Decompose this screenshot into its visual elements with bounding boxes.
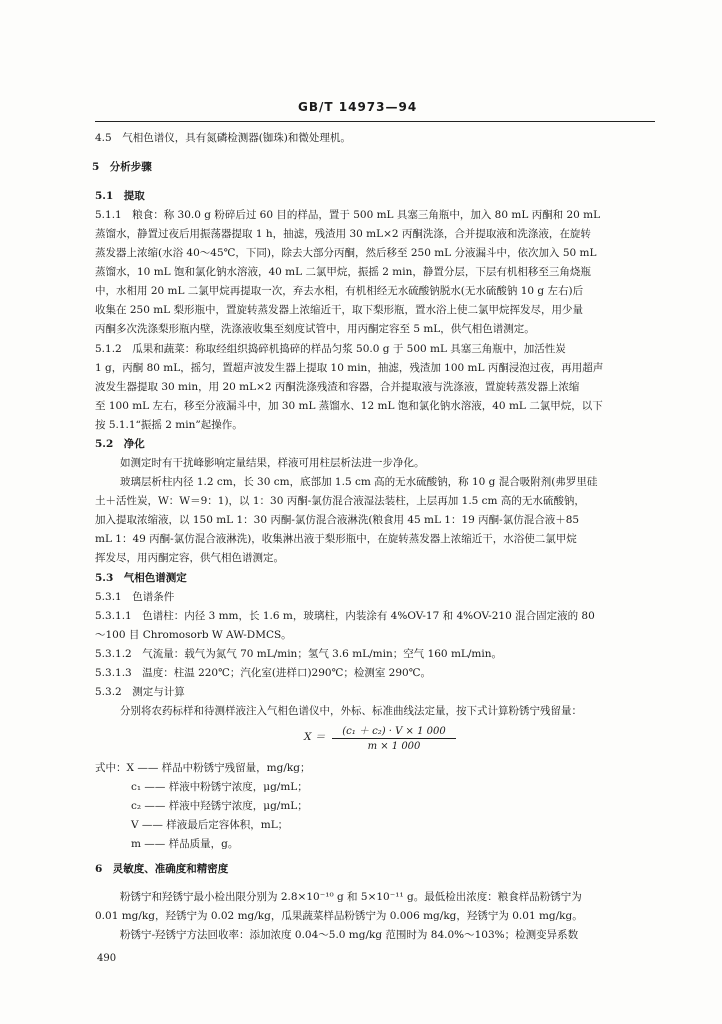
clause-5-3-1-3: 5.3.1.3 温度：柱温 220℃；汽化室(进样口)290℃；检测室 290℃。 — [95, 667, 431, 679]
para-5-2-line: mL 1：49 丙酮-氯仿混合液淋洗)，收集淋出液于梨形瓶中，在旋转蒸发器上浓缩近干，水浴使二氯甲烷 — [95, 533, 577, 545]
section-5-heading: 5 分析步骤 — [92, 161, 152, 173]
para-5-1-1-line: 蒸馏水，静置过夜后用振荡器提取 1 h，抽滤，残渣用 30 mL×2 丙酮洗涤，合并提取液和洗涤液，在旋转 — [95, 228, 591, 240]
para-5-1-1-line: 蒸发器上浓缩(水浴 40～45℃，下同)，除去大部分丙酮，然后移至 250 mL 分液漏斗中，依次加入 50 mL — [95, 247, 597, 259]
formula-numerator: (c₁ ＋ c₂) · V × 1 000 — [342, 726, 446, 737]
formula-variable-definition: c₂ —— 样液中羟锈宁浓度，μg/mL； — [131, 800, 308, 812]
formula-fraction-bar — [332, 738, 456, 739]
para-5-2-line: 如测定时有干扰峰影响定量结果，样液可用柱层析法进一步净化。 — [120, 457, 425, 469]
para-5-1-1-line: 蒸馏水，10 mL 饱和氯化钠水溶液，40 mL 二氯甲烷，振摇 2 min，静置分层，下层有机相移至三角烧瓶 — [95, 266, 591, 278]
clause-5-3-1-1-line: 5.3.1.1 色谱柱：内径 3 mm，长 1.6 m，玻璃柱，内装涂有 4%OV-17 和 4%OV-210 混合固定液的 80 — [95, 610, 595, 622]
para-5-3-2: 分别将农药标样和待测样液注入气相色谱仪中，外标、标准曲线法定量，按下式计算粉锈宁残留量： — [120, 705, 582, 717]
para-5-1-2-line: 1 g，丙酮 80 mL，摇匀，置超声波发生器上提取 10 min，抽滤，残渣加 100 mL 丙酮浸泡过夜，再用超声 — [95, 362, 604, 374]
standard-code-header: GB/T 14973—94 — [298, 100, 418, 114]
para-5-2-line: 加入提取浓缩液，以 150 mL 1：30 丙酮-氯仿混合液淋洗(粮食用 45 mL 1：19 丙酮-氯仿混合液＋85 — [95, 514, 580, 526]
para-5-1-1-line: 5.1.1 粮食：称 30.0 g 粉碎后过 60 目的样品，置于 500 mL 具塞三角瓶中，加入 80 mL 丙酮和 20 mL — [95, 209, 601, 221]
para-5-1-2-line: 按 5.1.1“振摇 2 min”起操作。 — [95, 419, 243, 431]
formula-variable-definition: 式中：X —— 样品中粉锈宁残留量，mg/kg； — [95, 762, 311, 774]
section-5-3-2-heading: 5.3.2 测定与计算 — [95, 686, 185, 698]
formula-variable-definition: V —— 样液最后定容体积，mL； — [131, 819, 289, 831]
para-5-1-1-line: 收集在 250 mL 梨形瓶中，置旋转蒸发器上浓缩近干，取下梨形瓶，置水浴上使二氯甲烷挥发尽，用少量 — [95, 304, 583, 316]
page-number: 490 — [97, 953, 117, 964]
para-6-line: 0.01 mg/kg，羟锈宁为 0.02 mg/kg，瓜果蔬菜样品粉锈宁为 0.006 mg/kg，羟锈宁为 0.01 mg/kg。 — [95, 910, 583, 922]
para-5-1-2-line: 5.1.2 瓜果和蔬菜：称取经组织捣碎机捣碎的样品匀浆 50.0 g 于 500 mL 具塞三角瓶中，加活性炭 — [95, 343, 566, 355]
section-6-heading: 6 灵敏度、准确度和精密度 — [95, 863, 229, 875]
section-5-1-heading: 5.1 提取 — [95, 190, 145, 202]
para-5-2-line: 玻璃层析柱内径 1.2 cm，长 30 cm，底部加 1.5 cm 高的无水硫酸钠，称 10 g 混合吸附剂(弗罗里硅 — [120, 476, 598, 488]
para-5-1-1-line: 丙酮多次洗涤梨形瓶内壁，洗涤液收集至刻度试管中，用丙酮定容至 5 mL，供气相色谱测定。 — [95, 323, 535, 335]
para-5-1-1-line: 中，水相用 20 mL 二氯甲烷再提取一次，弃去水相，有机相经无水硫酸钠脱水(无水硫酸钠 10 g 左右)后 — [95, 285, 584, 297]
para-5-2-line: 挥发尽，用丙酮定容，供气相色谱测定。 — [95, 552, 284, 564]
clause-4-5: 4.5 气相色谱仪，具有氮磷检测器(铷珠)和微处理机。 — [95, 132, 351, 144]
formula-lhs: X ＝ — [304, 731, 326, 743]
section-5-3-1-heading: 5.3.1 色谱条件 — [95, 591, 175, 603]
para-5-2-line: 土＋活性炭，W：W＝9：1)，以 1：30 丙酮-氯仿混合液湿法装柱，上层再加 1.5 cm 高的无水硫酸钠， — [95, 495, 585, 507]
formula-denominator: m × 1 000 — [367, 741, 421, 752]
para-5-1-2-line: 波发生器提取 30 min，用 20 mL×2 丙酮洗涤残渣和容器，合并提取液与洗涤液，置旋转蒸发器上浓缩 — [95, 381, 580, 393]
para-5-1-2-line: 至 100 mL 左右，移至分液漏斗中，加 30 mL 蒸馏水、12 mL 饱和氯化钠水溶液，40 mL 二氯甲烷，以下 — [95, 400, 603, 412]
para-6-line: 粉锈宁-羟锈宁方法回收率：添加浓度 0.04～5.0 mg/kg 范围时为 84.0%～103%；检测变异系数 — [120, 929, 579, 941]
clause-5-3-1-2: 5.3.1.2 气流量：载气为氮气 70 mL/min；氢气 3.6 mL/min；空气 160 mL/min。 — [95, 648, 502, 660]
para-6-line: 粉锈宁和羟锈宁最小检出限分别为 2.8×10⁻¹⁰ g 和 5×10⁻¹¹ g。最低检出浓度：粮食样品粉锈宁为 — [120, 891, 582, 903]
formula-variable-definition: c₁ —— 样液中粉锈宁浓度，μg/mL； — [131, 781, 308, 793]
header-rule — [95, 121, 655, 122]
clause-5-3-1-1-line: ～100 目 Chromosorb W AW-DMCS。 — [95, 629, 292, 641]
section-5-2-heading: 5.2 净化 — [95, 438, 145, 450]
section-5-3-heading: 5.3 气相色谱测定 — [95, 572, 187, 584]
formula-variable-definition: m —— 样品质量，g。 — [131, 838, 239, 850]
